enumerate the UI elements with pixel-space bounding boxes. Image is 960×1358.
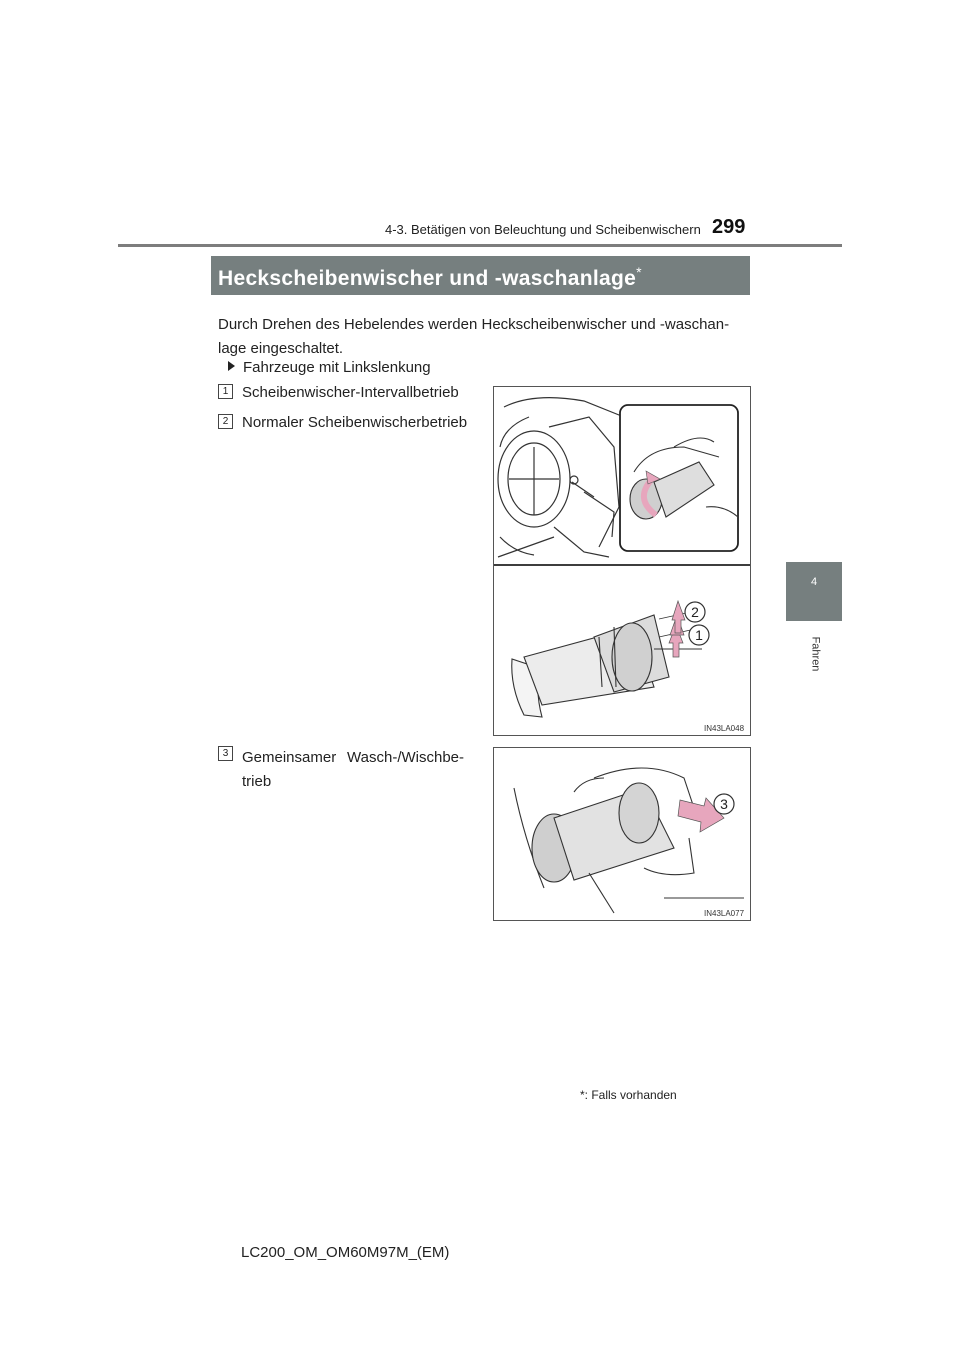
- bullet-arrow-icon: [228, 361, 235, 371]
- item-text: Scheibenwischer-Intervallbetrieb: [242, 384, 459, 401]
- item-number-badge: 3: [218, 746, 233, 761]
- page-number: 299: [712, 216, 746, 238]
- figure-wash-illustration: [494, 748, 750, 920]
- chapter-tab: [786, 562, 842, 621]
- optional-equipment-marker: *: [636, 264, 642, 280]
- item-text: Normaler Scheibenwischerbetrieb: [242, 414, 468, 431]
- footnote-marker: *: [580, 1088, 585, 1102]
- figure-callout-label: 2: [691, 604, 699, 620]
- figure-lhd-illustration: [494, 387, 750, 735]
- document-code-footer: LC200_OM_OM60M97M_(EM): [241, 1244, 450, 1261]
- chapter-label: [778, 628, 838, 688]
- header-rule: [118, 244, 842, 247]
- figure-code: IN43LA048: [704, 724, 745, 733]
- figure-lhd-wiper-lever: [493, 386, 751, 736]
- figure-callout-label: 3: [720, 796, 728, 812]
- chapter-number: 4: [810, 576, 818, 588]
- section-title-text: Heckscheibenwischer und -waschanlage: [218, 267, 637, 290]
- bullet-text: Fahrzeuge mit Linkslenkung: [243, 359, 431, 376]
- running-header-section: 4-3. Betätigen von Beleuchtung und Scheibenwischern: [385, 222, 701, 237]
- section-title: [218, 264, 642, 291]
- figure-code: IN43LA077: [704, 909, 745, 918]
- figure-wash-wipe-lever: [493, 747, 751, 921]
- chapter-label-text: Fahren: [809, 636, 822, 672]
- item-number-badge: 2: [218, 414, 233, 429]
- bullet-item: [228, 359, 431, 376]
- intro-paragraph: Durch Drehen des Hebelendes werden Heckscheibenwischer und -waschan- lage eingeschaltet.: [218, 316, 730, 357]
- item-text: Gemeinsamer Wasch-/Wischbe- trieb: [242, 749, 464, 790]
- item-number-badge: 1: [218, 384, 233, 399]
- footnote: [580, 1088, 677, 1102]
- figure-callout-label: 1: [695, 627, 703, 643]
- footnote-text: : Falls vorhanden: [584, 1088, 677, 1102]
